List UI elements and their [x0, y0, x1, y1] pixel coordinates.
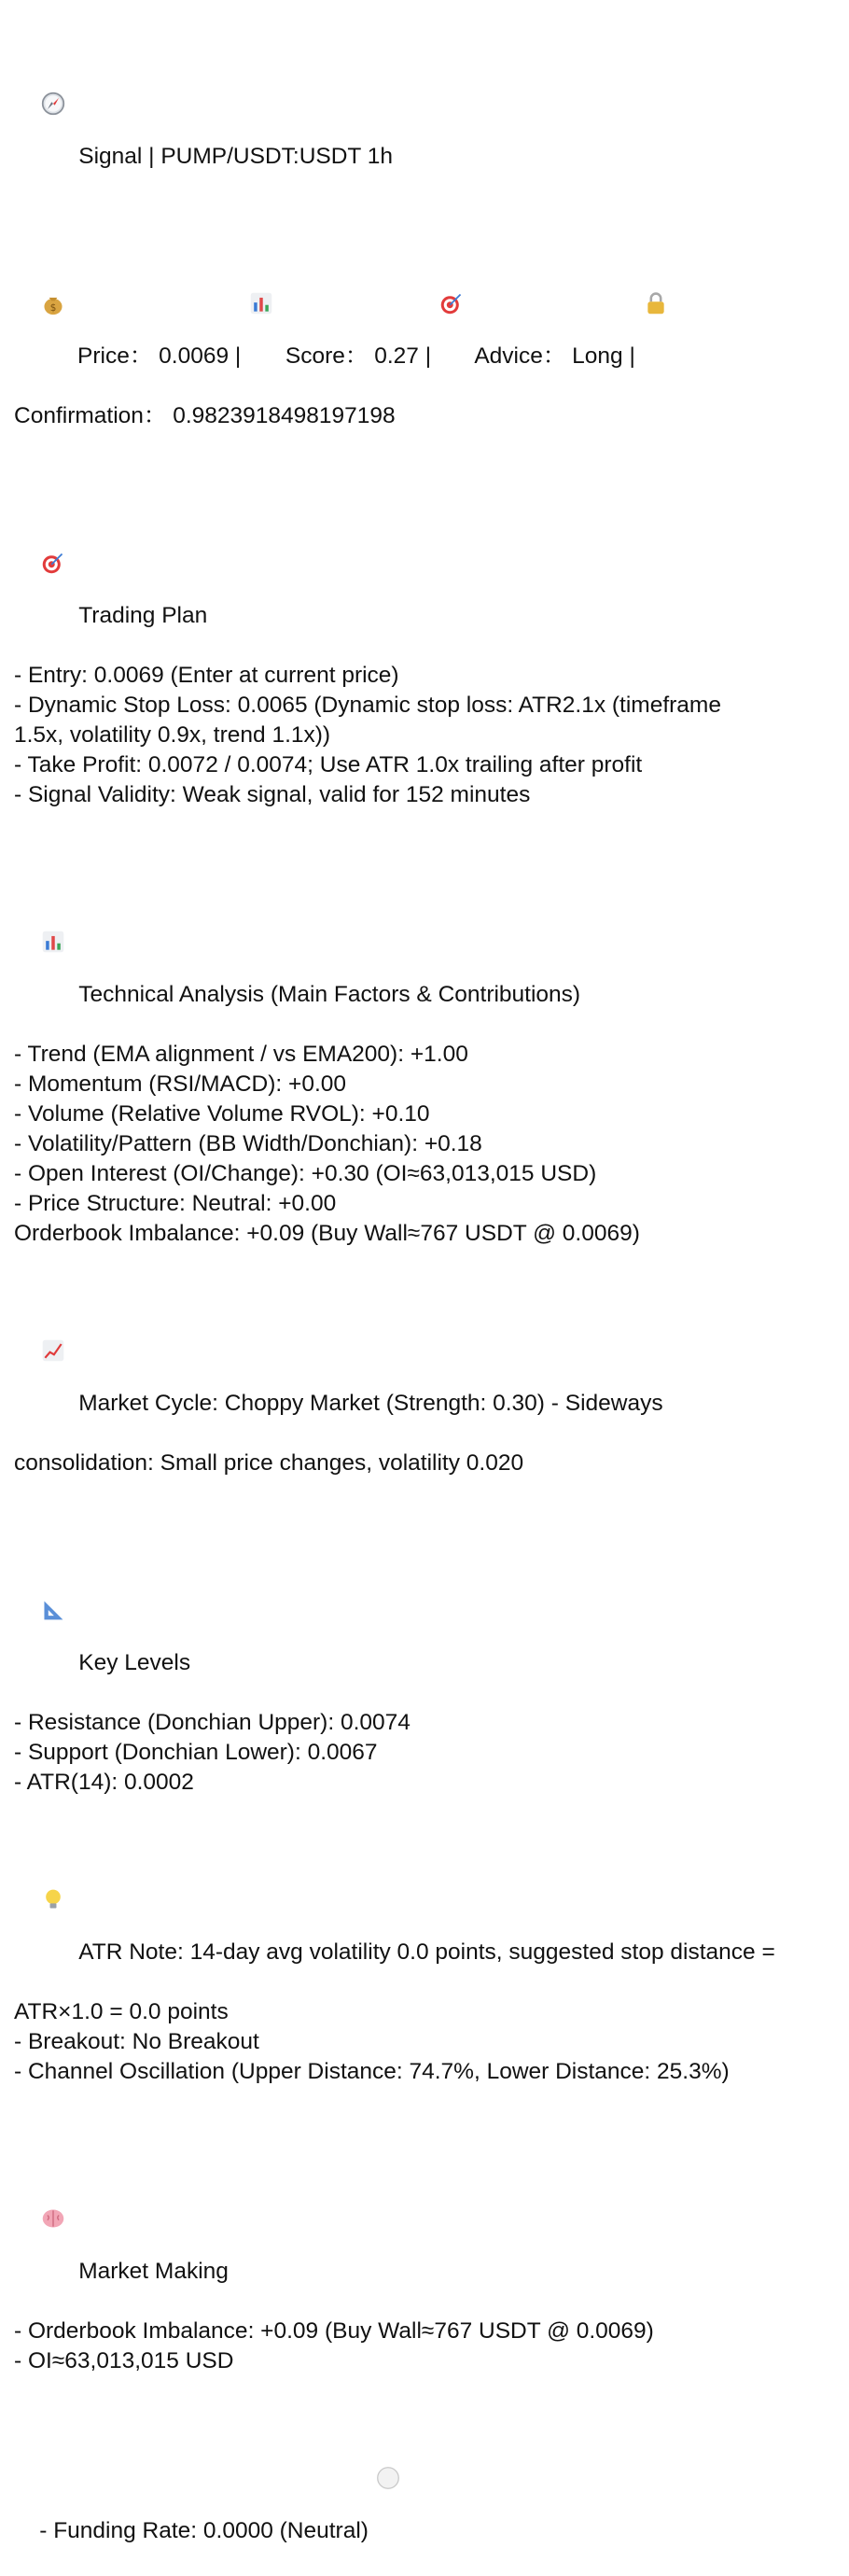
- kl-atr: - ATR(14): 0.0002: [14, 1770, 194, 1795]
- chart-increasing-icon: [39, 1279, 67, 1303]
- ta-momentum: - Momentum (RSI/MACD): +0.00: [14, 1071, 347, 1097]
- atr-note-line-cont: ATR×1.0 = 0.0 points: [14, 1999, 229, 2024]
- spacer: [14, 2087, 844, 2117]
- trading-plan-stop-loss: - Dynamic Stop Loss: 0.0065 (Dynamic stop loss: ATR2.1x (timeframe: [14, 693, 721, 718]
- trading-plan-heading: Trading Plan: [14, 461, 844, 661]
- kl-channel: - Channel Oscillation (Upper Distance: 74.7%, Lower Distance: 25.3%): [14, 2059, 730, 2084]
- signal-title: Signal | PUMP/USDT:USDT 1h: [78, 144, 394, 169]
- confirmation-line: Confirmation： 0.9823918498197198: [14, 403, 396, 428]
- ta-orderbook: Orderbook Imbalance: +0.09 (Buy Wall≈767 USDT @ 0.0069): [14, 1221, 640, 1246]
- spacer: [14, 431, 844, 461]
- mm-oi: - OI≈63,013,015 USD: [14, 2348, 234, 2373]
- market-cycle-line-cont: consolidation: Small price changes, volatility 0.020: [14, 1450, 524, 1476]
- atr-note-line: ATR Note: 14-day avg volatility 0.0 points, suggested stop distance =: [14, 1798, 844, 1997]
- trading-plan-validity: - Signal Validity: Weak signal, valid for 152 minutes: [14, 782, 531, 807]
- score-text: Score： 0.27 |: [279, 343, 438, 369]
- key-levels-heading: Key Levels: [14, 1508, 844, 1708]
- dart-target-icon: [39, 491, 67, 515]
- trading-plan-entry: - Entry: 0.0069 (Enter at current price): [14, 663, 399, 688]
- signal-summary-line: [14, 202, 844, 401]
- brain-icon: [39, 2147, 67, 2171]
- market-making-heading: Market Making: [14, 2117, 844, 2317]
- dart-target-icon: [438, 231, 466, 256]
- ta-volume: - Volume (Relative Volume RVOL): +0.10: [14, 1101, 430, 1127]
- price-text: Price： 0.0069 |: [71, 343, 248, 369]
- bar-chart-icon: [247, 231, 275, 256]
- spacer: [14, 810, 844, 840]
- money-bag-icon: [39, 231, 67, 314]
- svg-text:$: $: [49, 301, 57, 314]
- trading-plan-stop-loss-cont: 1.5x, volatility 0.9x, trend 1.1x)): [14, 722, 331, 748]
- triangular-ruler-icon: [39, 1538, 67, 1562]
- kl-resistance: - Resistance (Donchian Upper): 0.0074: [14, 1710, 411, 1735]
- mm-funding-line: - Funding Rate: 0.0000 (Neutral): [14, 2376, 844, 2576]
- ta-trend: - Trend (EMA alignment / vs EMA200): +1.00: [14, 1042, 468, 1067]
- kl-support: - Support (Donchian Lower): 0.0067: [14, 1740, 378, 1765]
- spacer: [14, 1478, 844, 1508]
- trading-plan-take-profit: - Take Profit: 0.0072 / 0.0074; Use ATR 1.0x trailing after profit: [14, 752, 643, 777]
- advice-text: Advice： Long |: [468, 343, 642, 369]
- white-circle-icon: [374, 2406, 402, 2430]
- compass-icon: [39, 32, 67, 56]
- ta-price-structure: - Price Structure: Neutral: +0.00: [14, 1191, 337, 1216]
- market-cycle-line: Market Cycle: Choppy Market (Strength: 0.30) - Sideways: [14, 1249, 844, 1449]
- ta-volatility: - Volatility/Pattern (BB Width/Donchian): +0.18: [14, 1131, 482, 1156]
- ta-open-interest: - Open Interest (OI/Change): +0.30 (OI≈63,013,015 USD): [14, 1161, 597, 1186]
- bar-chart-icon: [39, 870, 67, 894]
- kl-breakout: - Breakout: No Breakout: [14, 2029, 259, 2054]
- signal-title-line: [14, 2, 844, 202]
- lock-icon: [642, 231, 670, 256]
- mm-orderbook: - Orderbook Imbalance: +0.09 (Buy Wall≈767 USDT @ 0.0069): [14, 2318, 654, 2344]
- technical-analysis-heading: Technical Analysis (Main Factors & Contributions): [14, 840, 844, 1040]
- light-bulb-icon: [39, 1827, 67, 1852]
